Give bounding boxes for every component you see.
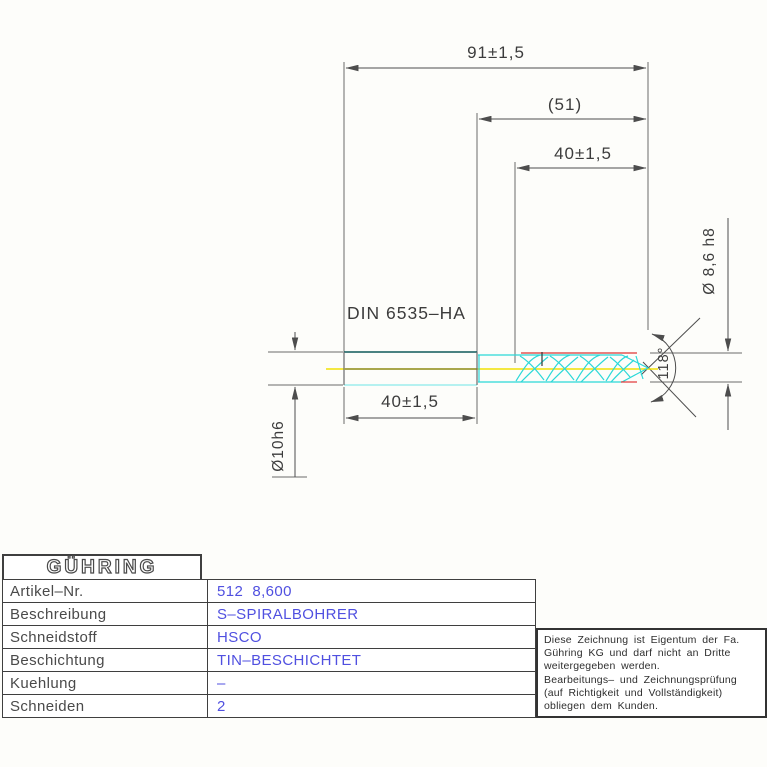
row-value: – [217, 674, 226, 692]
disclaimer-box [536, 628, 767, 718]
dimension-lines [295, 68, 728, 477]
row-label: Artikel–Nr. [3, 580, 208, 602]
norm-label: DIN 6535–HA [347, 303, 466, 323]
disclaimer-line: Diese Zeichnung ist Eigentum der Fa. [544, 634, 740, 646]
disclaimer-line: Gühring KG und darf nicht an Dritte [544, 647, 731, 660]
table-row-beschichtung [2, 648, 536, 672]
table-row-artikel-nr [2, 579, 536, 603]
table-row-kuehlung [2, 671, 536, 695]
disclaimer-line: weitergegeben werden. [544, 660, 660, 673]
row-label: Beschichtung [3, 649, 208, 671]
row-label: Schneidstoff [3, 626, 208, 648]
table-row-schneiden [2, 694, 536, 718]
margin-lines [521, 353, 637, 382]
row-value: S–SPIRALBOHRER [217, 605, 359, 623]
info-table [2, 579, 536, 718]
row-value: 512 8,600 [217, 582, 292, 600]
row-value: 2 [217, 697, 226, 715]
dim-total-length: 91±1,5 [467, 43, 525, 62]
disclaimer-line: obliegen dem Kunden. [544, 700, 659, 713]
row-label: Beschreibung [3, 603, 208, 625]
table-row-beschreibung [2, 602, 536, 626]
disclaimer-line: Bearbeitungs– und Zeichnungsprüfung [544, 673, 737, 686]
dim-point-angle: 118° [656, 346, 672, 380]
dim-reference-length: (51) [547, 95, 583, 114]
table-row-schneidstoff [2, 625, 536, 649]
guehring-logo-box [2, 554, 202, 581]
row-value: TIN–BESCHICHTET [217, 651, 362, 669]
dim-flute-length: 40±1,5 [554, 144, 612, 163]
row-label: Kuehlung [3, 672, 208, 694]
row-value: HSCO [217, 628, 262, 646]
dim-shank-diameter: Ø10h6 [270, 420, 287, 472]
extension-lines [268, 62, 742, 477]
disclaimer-line: (auf Richtigkeit und Vollständigkeit) [544, 686, 723, 699]
row-label: Schneiden [3, 695, 208, 717]
dim-tip-diameter: Ø 8,6 h8 [701, 227, 718, 295]
guehring-logo: GÜHRING [46, 556, 158, 578]
dim-shank-length: 40±1,5 [381, 392, 439, 411]
